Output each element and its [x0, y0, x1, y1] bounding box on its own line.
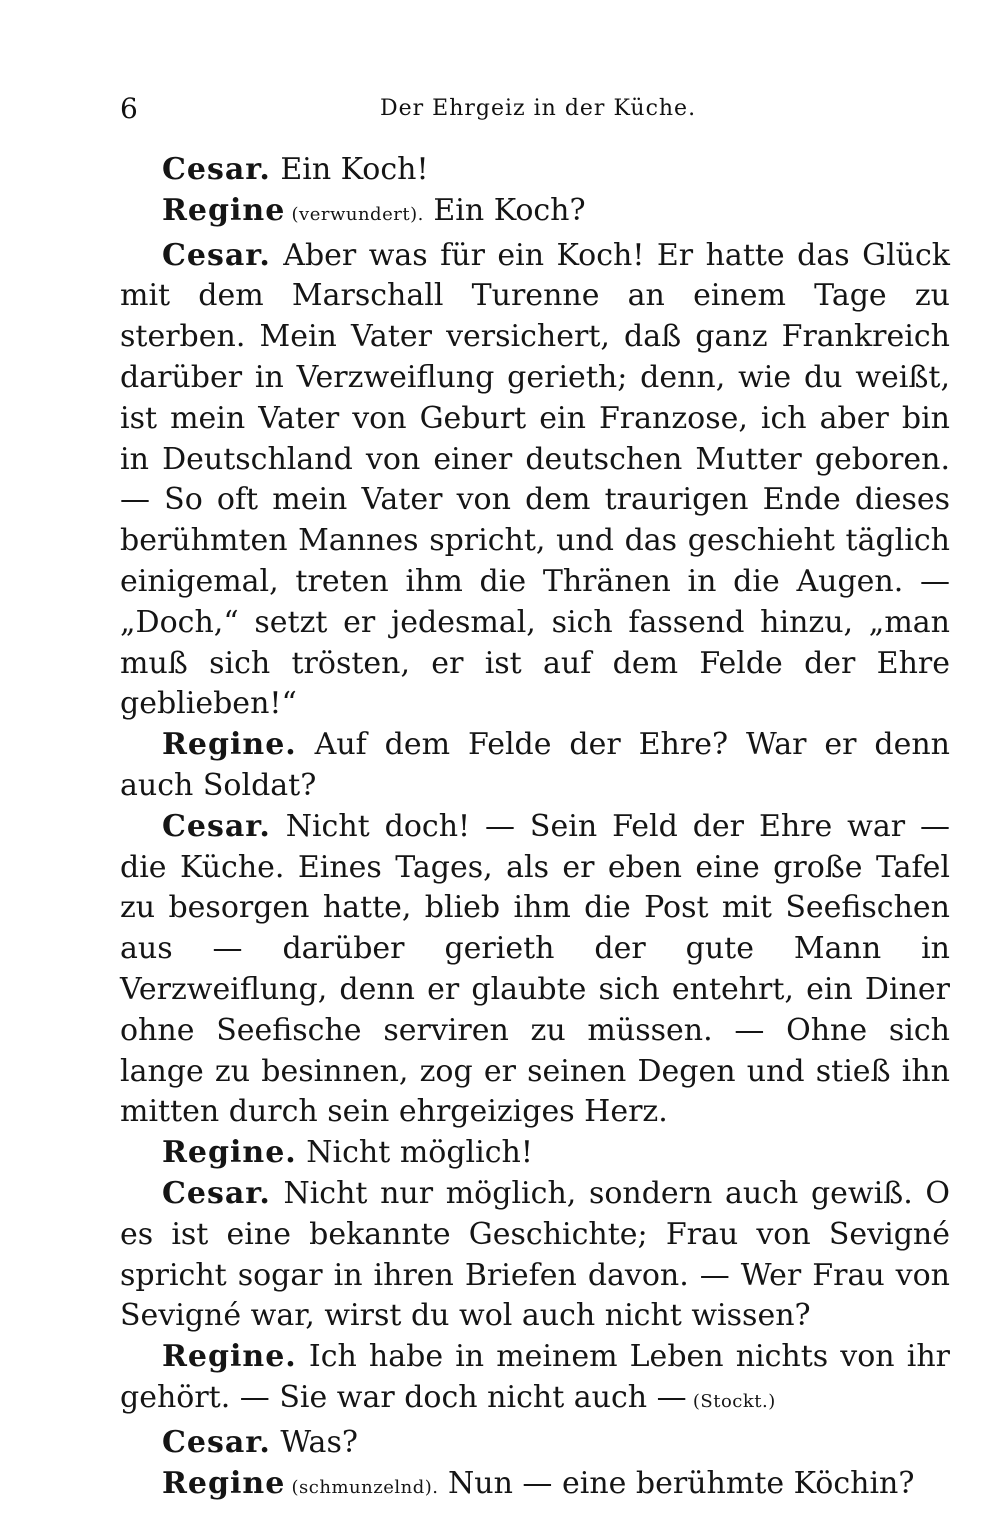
line-text: Nicht doch! — Sein Feld der Ehre war — die Küche. Eines Tages, als er eben eine große Tafel zu besorgen hatte, blieb ihm die Post mit Seefischen aus — darüber gerieth der gute Mann in Verzweiflung, denn er glaubte sich entehrt, ein Diner ohne Seefische serviren zu müssen. — Ohne sich lange zu besinnen, zog er seinen Degen und stieß ihn mitten durch sein ehrgeiziges Herz.	[120, 808, 950, 1130]
dialogue-line	[120, 725, 950, 807]
dialogue-line	[120, 236, 950, 726]
speaker-name: Regine	[162, 192, 286, 228]
page-number: 6	[120, 92, 138, 125]
dialogue-text	[120, 150, 950, 1508]
dialogue-line	[120, 1133, 950, 1174]
speaker-name: Cesar.	[162, 152, 271, 187]
stage-direction: (Stockt.)	[686, 1390, 776, 1412]
line-text: Nicht nur möglich, sondern auch gewiß. O es ist eine bekannte Geschichte; Frau von Sevigné spricht sogar in ihren Briefen davon. — Wer Frau von Sevigné war, wirst du wol auch nicht wissen?	[120, 1175, 950, 1334]
page-header	[120, 92, 950, 132]
speaker-name: Regine.	[162, 1135, 297, 1171]
dialogue-line	[120, 1464, 950, 1509]
speaker-name: Cesar.	[162, 237, 271, 273]
speaker-name: Regine.	[162, 1339, 297, 1375]
speaker-name: Regine.	[162, 727, 297, 763]
speaker-name: Regine	[162, 1465, 286, 1501]
speaker-name: Cesar.	[162, 1424, 271, 1460]
dialogue-line	[120, 807, 950, 1133]
line-text: Nun — eine berühmte Köchin?	[438, 1465, 915, 1501]
line-text: Ein Koch?	[423, 192, 586, 228]
speaker-name: Cesar.	[162, 808, 271, 844]
line-text: Ein Koch!	[270, 152, 429, 187]
dialogue-line	[120, 191, 950, 236]
line-text: Ich habe in meinem Leben nichts von ihr gehört. — Sie war doch nicht auch —	[120, 1339, 950, 1415]
line-text: Aber was für ein Koch! Er hatte das Glück mit dem Marschall Turenne an einem Tage zu sterben. Mein Vater versichert, daß ganz Frankreich darüber in Verzweiflung gerieth; denn, wie du weißt, ist mein Vater von Geburt ein Franzose, ich aber bin in Deutschland von einer deutschen Mutter geboren. — So oft mein Vater von dem traurigen Ende dieses berühmten Mannes spricht, und das geschieht täglich einigemal, treten ihm die Thränen in die Augen. — „Doch,“ setzt er jedesmal, sich fassend hinzu, „man muß sich trösten, er ist auf dem Felde der Ehre geblieben!“	[120, 237, 950, 722]
dialogue-line	[120, 1423, 950, 1464]
line-text: Was?	[270, 1424, 358, 1460]
stage-direction: (verwundert).	[285, 203, 424, 225]
line-text: Nicht möglich!	[296, 1135, 533, 1171]
stage-direction: (schmunzelnd).	[285, 1476, 439, 1498]
running-title: Der Ehrgeiz in der Küche.	[380, 96, 697, 121]
speaker-name: Cesar.	[162, 1175, 271, 1211]
dialogue-line	[120, 150, 950, 191]
dialogue-line	[120, 1174, 950, 1337]
dialogue-line	[120, 1337, 950, 1423]
line-text: Auf dem Felde der Ehre? War er denn auch Soldat?	[120, 727, 950, 803]
